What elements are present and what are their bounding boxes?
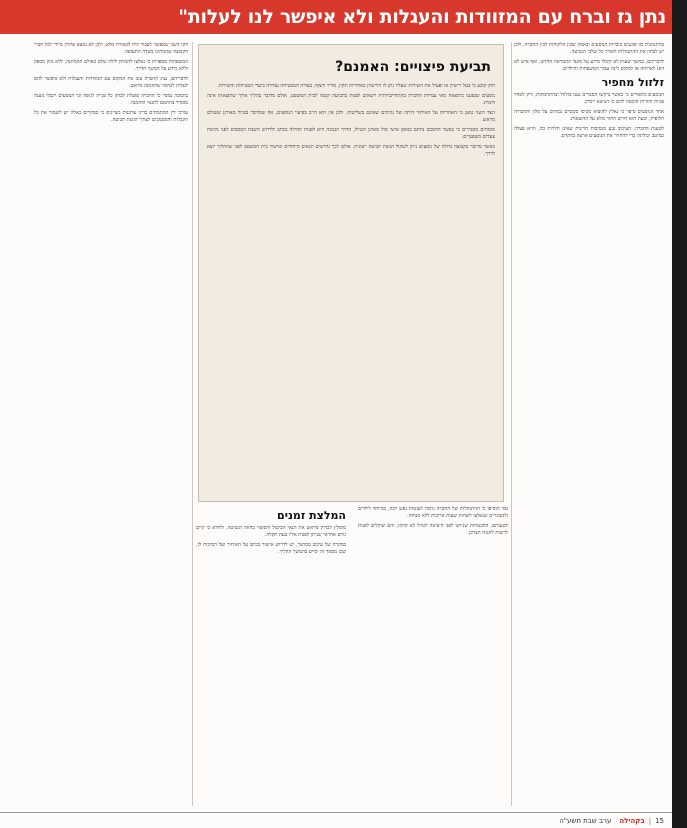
paragraph: בהתנהגות כזו פוגעים בזכויות הנוסעים ובאמון שבין הלקוחות לבין החברה, ולכן יש לבחון את ההתנהלות לאורך כל שלבי הנסיעה. xyxy=(514,42,664,55)
article-column-right xyxy=(514,42,664,807)
issue-date: ערב שבת תשע"ה xyxy=(559,816,612,825)
paragraph: במקרה של עיכוב ממושך, יש לדרוש אישור בכתב על האיחור ועל הסיבות לו, שכן מסמך זה יסייע בהמשך ההליך. xyxy=(196,542,346,555)
article-subcolumn xyxy=(358,506,508,806)
sidebar-body xyxy=(207,83,495,158)
headline-text: נתן גז וברח עם המזוודות והעגלות ולא איפשר לנו לעלות" xyxy=(178,6,666,28)
page-edge-strip xyxy=(672,0,687,828)
paragraph: מומחים מסבירים כי כאשר ההסכם נחתם באופן אישי מול מארגן הטיול, הדרך הנכונה היא לפנות תחילה בכתב ולדרוש השבת הכספים לפני נקיטת צעדים משפטיים. xyxy=(207,127,495,140)
sidebar-box xyxy=(198,44,504,502)
paragraph: מומלץ לבדוק מראש את תנאי הביטול והפיצוי בחוזה הנסיעה, ולוודא כי קיים גורם אחראי שניתן לפנות אליו בעת תקלה. xyxy=(196,525,346,538)
footer-separator: | xyxy=(648,816,652,825)
section-subheading: המלצת זמנים xyxy=(277,509,346,522)
headline-banner xyxy=(0,0,672,34)
section-subheading: זלזול מחפיר xyxy=(601,76,664,89)
column-divider xyxy=(511,42,512,806)
page-number: 15 xyxy=(655,816,664,825)
publication-name: בקהילה xyxy=(619,816,645,825)
sidebar-title: תביעת פיצויים: האמנם? xyxy=(335,59,491,75)
paragraph: לטענתם, ההבטחות שניתנו לפני היציאה לטיול לא קוימו, והם שוקלים לפנות לרשות להגנת הצרכן. xyxy=(358,523,508,536)
article-subcolumn xyxy=(196,506,346,806)
paragraph: הקו השני שאפשר לעבור היה לכאורה מלא, ולכן לא נמצא פתרון מיידי לכל חברי הקבוצה שהמתינו בשדה התעופה. xyxy=(34,42,188,55)
paragraph: לדבריהם, נציג החברה עזב את המקום עם המזוודות והעגלות ולא איפשר להם לעלות לטיסה שהוזמנה מראש. xyxy=(34,76,188,89)
paragraph: המשפחות מספרות כי נאלצו להמתין לילה שלם באולם ההמתנה, ללא מזון מספק וללא מידע על המשך הדרך. xyxy=(34,59,188,72)
paragraph: לדבריהם, במשך שעות לא קיבלו מידע על מועד ההמראה החדש, ואף איש לא דאג לארוחה או למקום לינה עבור המשפחות והילדים. xyxy=(514,59,664,72)
paragraph: הצד השני טוען כי האחריות על האיחור היתה של גורמים שאינם בשליטתו, ולכן אין הוא חייב בפיצוי הנוסעים, אף שמדובר בטיול מאורגן ששולם מראש. xyxy=(207,110,495,123)
page-footer xyxy=(0,812,672,828)
column-divider xyxy=(192,42,193,806)
paragraph: עוד הוסיפו כי ההתנהלות של החברה גרמה לעוגמת נפש רבה, במיוחד לילדים ולמבוגרים שנאלצו לשהות שעות ארוכות ללא מנוחה. xyxy=(358,506,508,519)
paragraph: לטענת החברה, העיכוב נבע מנסיבות חריגות שאינן תלויות בה, והיא פעלה כמיטב יכולתה כדי להחזיר את הנוסעים ארצה בהקדם. xyxy=(514,126,664,139)
paragraph: אחד הנוסעים סיפר כי נאלץ להוציא מכיסו סכומים גבוהים על מלון ותחבורה חלופית, וכעת הוא דורש החזר מלא על ההוצאות. xyxy=(514,109,664,122)
paragraph: עורכי דין המתמחים בדיני צרכנות מציינים כי במקרים כאלה יש לשמור את כל הקבלות והמסמכים לצורך הגשת תביעה. xyxy=(34,110,188,123)
paragraph: בתגובה נמסר כי החברה פועלת לבחון כל פנייה לגופה וכי הנוסעים יקבלו מענה מסודר בהתאם לתנאי ההזמנה. xyxy=(34,93,188,106)
article-middle-lower xyxy=(196,506,508,806)
paragraph: כאשר מדובר בקבוצה גדולה של נוסעים ניתן לשקול הגשת תביעה ייצוגית, אולם לכך נדרשים תנאים מיוחדים ואישור בית המשפט לפני שההליך יוצא לדרך. xyxy=(207,144,495,157)
paragraph: נוסעים שנפגעו כתוצאה מאי עמידת החברה בהתחייבויותיה רשאים לפנות בתביעה קטנה לבית המשפט, אולם מדובר בהליך ארוך שתוצאתו אינה ודאית. xyxy=(207,93,495,106)
article-column-left xyxy=(34,42,188,807)
paragraph: חוק קובע כי בעל רישיון או ופעיל את השירות שעליו נתן לו הרישיון באחריות תקין, סדיר ורצוף, בצורה המבטיחה עמידה ביעדי הבטיחות והשירות. xyxy=(217,83,495,89)
paragraph: הנוסעים מתארים כי כאשר ביקשו הסברים נענו בזלזול ובהתחמקות, ורק לאחר פניות חוזרות הובטח להם כי הנושא ייבדק. xyxy=(514,92,664,105)
